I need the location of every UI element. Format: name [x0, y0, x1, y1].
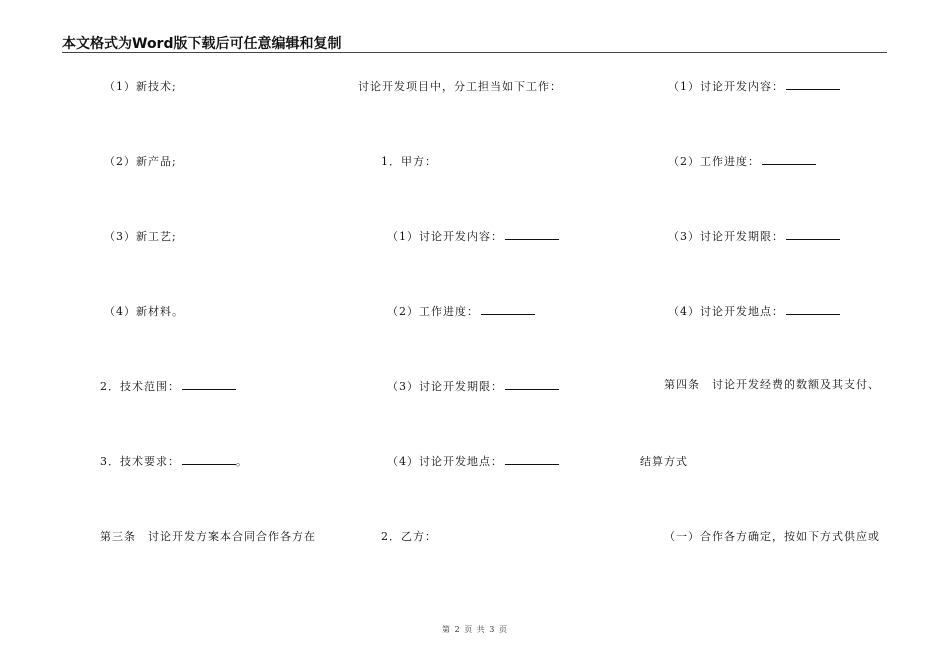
left-line-4 [104, 305, 184, 318]
left-line-6 [100, 455, 248, 468]
middle-line-5 [387, 380, 559, 393]
right-line-5 [664, 378, 880, 391]
header-divider [62, 52, 887, 53]
right-line-7 [664, 530, 880, 543]
line-text: （1）讨论开发内容： [668, 80, 784, 93]
left-line-2 [104, 155, 177, 168]
middle-line-6 [387, 455, 559, 468]
line-text: 讨论开发项目中，分工担当如下工作： [358, 80, 562, 93]
middle-line-2 [381, 155, 437, 168]
fill-in-blank[interactable] [786, 230, 840, 240]
fill-in-blank[interactable] [505, 455, 559, 465]
left-line-3 [104, 230, 177, 243]
right-line-4 [668, 305, 840, 318]
line-text: 第四条 讨论开发经费的数额及其支付、 [664, 378, 880, 391]
line-text: （3）新工艺; [104, 230, 177, 243]
middle-line-4 [387, 305, 535, 318]
middle-line-7 [381, 530, 437, 543]
line-text: （4）新材料。 [104, 305, 184, 318]
line-text: （4）讨论开发地点： [668, 305, 784, 318]
fill-in-blank[interactable] [786, 305, 840, 315]
fill-in-blank[interactable] [182, 455, 236, 465]
line-text: 3．技术要求： [100, 455, 180, 468]
line-text: 2．乙方： [381, 530, 437, 543]
line-text: （2）工作进度： [668, 155, 760, 168]
line-text: 1．甲方： [381, 155, 437, 168]
line-text: 第三条 讨论开发方案本合同合作各方在 [100, 530, 316, 543]
line-text: （1）新技术; [104, 80, 177, 93]
line-text: 结算方式 [640, 455, 688, 468]
line-text: （4）讨论开发地点： [387, 455, 503, 468]
line-suffix: 。 [236, 455, 248, 468]
left-line-7 [100, 530, 316, 543]
line-text: （2）工作进度： [387, 305, 479, 318]
line-text: 2．技术范围： [100, 380, 180, 393]
middle-line-3 [387, 230, 559, 243]
fill-in-blank[interactable] [786, 80, 840, 90]
left-line-5 [100, 380, 236, 393]
line-text: （3）讨论开发期限： [387, 380, 503, 393]
fill-in-blank[interactable] [182, 380, 236, 390]
fill-in-blank[interactable] [762, 155, 816, 165]
line-text: （2）新产品; [104, 155, 177, 168]
line-text: （一）合作各方确定，按如下方式供应或 [664, 530, 880, 543]
right-line-2 [668, 155, 816, 168]
line-text: （3）讨论开发期限： [668, 230, 784, 243]
page-number-footer: 第 2 页 共 3 页 [442, 625, 508, 634]
right-line-1 [668, 80, 840, 93]
line-text: （1）讨论开发内容： [387, 230, 503, 243]
right-line-6 [640, 455, 688, 468]
fill-in-blank[interactable] [505, 230, 559, 240]
right-line-3 [668, 230, 840, 243]
fill-in-blank[interactable] [481, 305, 535, 315]
document-header-title: 本文格式为Word版下载后可任意编辑和复制 [62, 36, 342, 52]
left-line-1 [104, 80, 177, 93]
fill-in-blank[interactable] [505, 380, 559, 390]
middle-line-1 [358, 80, 562, 93]
